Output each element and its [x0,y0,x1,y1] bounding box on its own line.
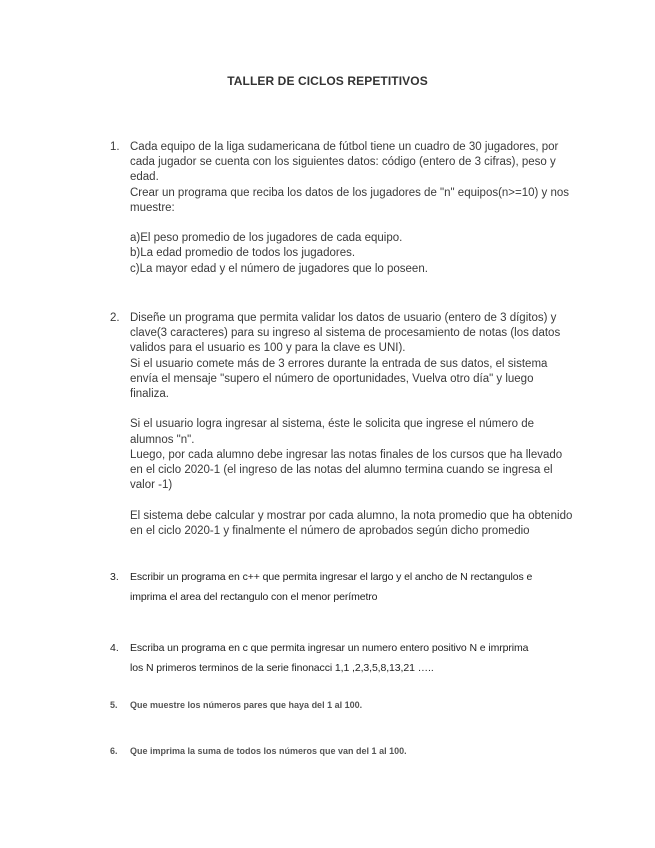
text-line: imprima el area del rectangulo con el menor perímetro [130,590,378,603]
exercise-text [130,568,570,607]
exercise-number: 1. [110,141,120,153]
text-line: envía el mensaje "supero el número de oportunidades, Vuelva otro día" y luego [130,372,534,385]
text-line: edad. [130,171,159,184]
text-line: b)La edad promedio de todos los jugadores. [130,247,356,260]
text-line: El sistema debe calcular y mostrar por cada alumno, la nota promedio que ha obtenido [130,509,573,522]
text-line: Que muestre los números pares que haya del 1 al 100. [130,700,363,710]
text-line: cada jugador se cuenta con los siguientes datos: código (entero de 3 cifras), peso y [130,156,556,169]
text-line: valor -1) [130,479,173,492]
text-line: alumnos "n". [130,433,195,446]
text-line: validos para el usuario es 100 y para la clave es UNI). [130,342,406,355]
text-line: muestre: [130,201,175,214]
exercise-text [130,698,570,712]
exercise-number: 5. [110,700,118,710]
text-line: Que imprima la suma de todos los números que van del 1 al 100. [130,746,407,756]
text-line: a)El peso promedio de los jugadores de cada equipo. [130,232,403,245]
text-line: Escriba un programa en c que permita ingresar un numero entero positivo N e imrprima [130,642,529,654]
document-title: TALLER DE CICLOS REPETITIVOS [227,74,428,88]
text-line: Luego, por cada alumno debe ingresar las notas finales de los cursos que ha llevado [130,448,563,461]
exercise-text [130,311,573,539]
text-line: en el ciclo 2020-1 y finalmente el número de aprobados según dicho promedio [130,524,530,537]
text-line: Cada equipo de la liga sudamericana de fútbol tiene un cuadro de 30 jugadores, por [130,141,559,153]
exercise-number: 3. [110,571,119,583]
text-line: Crear un programa que reciba los datos de los jugadores de "n" equipos(n>=10) y nos [130,186,570,199]
text-line: finaliza. [130,388,169,401]
exercise-number: 6. [110,746,118,756]
exercise-text [130,639,570,678]
text-line: c)La mayor edad y el número de jugadores que lo poseen. [130,262,428,275]
text-line: los N primeros terminos de la serie finonacci 1,1 ,2,3,5,8,13,21 ….. [130,661,434,674]
exercise-number: 2. [110,312,120,324]
exercise-text [130,140,570,277]
exercise-number: 4. [110,642,119,654]
text-line: en el ciclo 2020-1 (el ingreso de las notas del alumno termina cuando se ingresa el [130,464,553,477]
text-line: Diseñe un programa que permita validar los datos de usuario (entero de 3 dígitos) y [130,312,557,324]
text-line: Si el usuario comete más de 3 errores durante la entrada de sus datos, el sistema [130,357,548,370]
text-line: Escribir un programa en c++ que permita ingresar el largo y el ancho de N rectangulos e [130,571,533,583]
text-line: Si el usuario logra ingresar al sistema, éste le solicita que ingrese el número de [130,418,534,431]
text-line: clave(3 caracteres) para su ingreso al sistema de procesamiento de notas (los datos [130,327,561,340]
exercise-text [130,744,570,758]
